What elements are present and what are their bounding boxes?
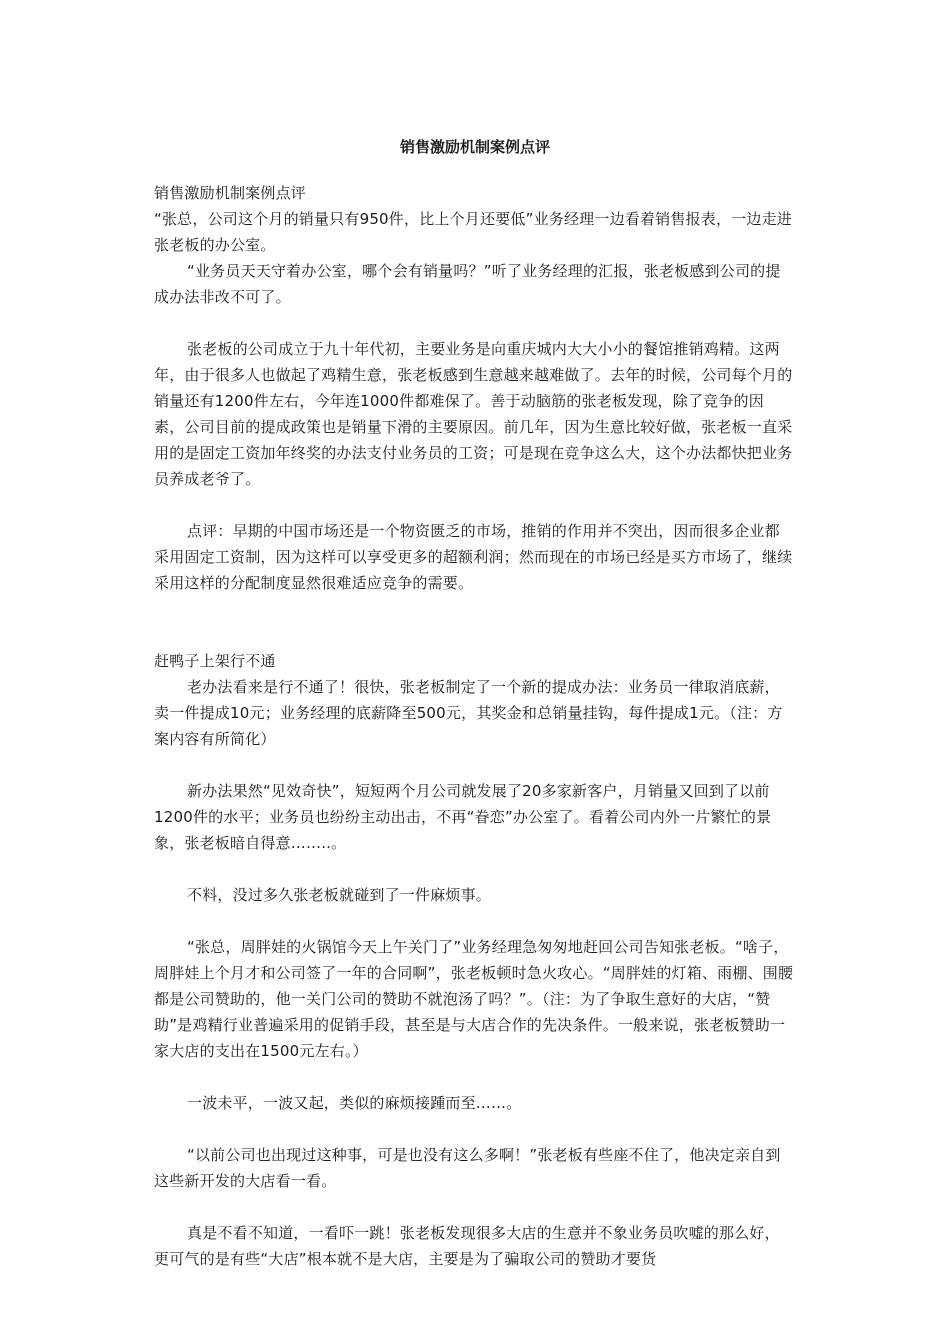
paragraph-gap <box>154 622 794 648</box>
paragraph-gap <box>154 856 794 882</box>
paragraph-gap <box>154 1194 794 1220</box>
paragraph-gap <box>154 908 794 934</box>
paragraph-gap <box>154 752 794 778</box>
paragraph-gap <box>154 492 794 518</box>
paragraph: “业务员天天守着办公室，哪个会有销量吗？”听了业务经理的汇报，张老板感到公司的提成办法非改不可了。 <box>154 262 781 306</box>
paragraph-gap <box>154 310 794 336</box>
paragraph-gap <box>154 1116 794 1142</box>
paragraph: “张总，周胖娃的火锅馆今天上午关门了”业务经理急匆匆地赶回公司告知张老板。“啥子，周胖娃上个月才和公司签了一年的合同啊”，张老板顿时急火攻心。“周胖娃的灯箱、雨棚、围腰都是公司赞助的，他一关门公司的赞助不就泡汤了吗？”。（注：为了争取生意好的大店，“赞助”是鸡精行业普遍采用的促销手段，甚至是与大店合作的先决条件。一般来说，张老板赞助一家大店的支出在1500元左右。） <box>154 938 794 1060</box>
paragraph: 点评：早期的中国市场还是一个物资匮乏的市场，推销的作用并不突出，因而很多企业都采用固定工资制，因为这样可以享受更多的超额利润；然而现在的市场已经是买方市场了，继续采用这样的分配制度显然很难适应竞争的需要。 <box>154 522 793 592</box>
document-title: 销售激励机制案例点评 <box>399 138 550 156</box>
paragraph-gap <box>154 596 794 622</box>
paragraph: “以前公司也出现过这种事，可是也没有这么多啊！”张老板有些座不住了，他决定亲自到这些新开发的大店看一看。 <box>154 1146 781 1190</box>
paragraph: “张总，公司这个月的销量只有950件，比上个月还要低”业务经理一边看着销售报表，一边走进张老板的办公室。 <box>154 210 792 254</box>
paragraph: 不料，没过多久张老板就碰到了一件麻烦事。 <box>187 886 492 904</box>
paragraph: 老办法看来是行不通了！很快，张老板制定了一个新的提成办法：业务员一律取消底薪，卖一件提成10元；业务经理的底薪降至500元，其奖金和总销量挂钩，每件提成1元。（注：方案内容有所简化） <box>154 678 783 748</box>
paragraph: 真是不看不知道，一看吓一跳！张老板发现很多大店的生意并不象业务员吹嘘的那么好，更可气的是有些“大店”根本就不是大店，主要是为了骗取公司的赞助才要货 <box>154 1224 780 1268</box>
section-heading: 销售激励机制案例点评 <box>154 184 307 202</box>
paragraph: 张老板的公司成立于九十年代初，主要业务是向重庆城内大大小小的餐馆推销鸡精。这两年，由于很多人也做起了鸡精生意，张老板感到生意越来越难做了。去年的时候，公司每个月的销量还有1200件左右，今年连1000件都难保了。善于动脑筋的张老板发现，除了竞争的因素，公司目前的提成政策也是销量下滑的主要原因。前几年，因为生意比较好做，张老板一直采用的是固定工资加年终奖的办法支付业务员的工资；可是现在竞争这么大，这个办法都快把业务员养成老爷了。 <box>154 340 793 488</box>
paragraph: 一波未平，一波又起，类似的麻烦接踵而至……。 <box>187 1094 522 1112</box>
paragraph-gap <box>154 1064 794 1090</box>
document-body <box>154 180 794 1272</box>
paragraph: 新办法果然“见效奇快”，短短两个月公司就发展了20多家新客户，月销量又回到了以前1200件的水平；业务员也纷纷主动出击，不再“眷恋”办公室了。看着公司内外一片繁忙的景象，张老板暗自得意……..。 <box>154 782 772 852</box>
section-heading: 赶鸭子上架行不通 <box>154 652 276 670</box>
